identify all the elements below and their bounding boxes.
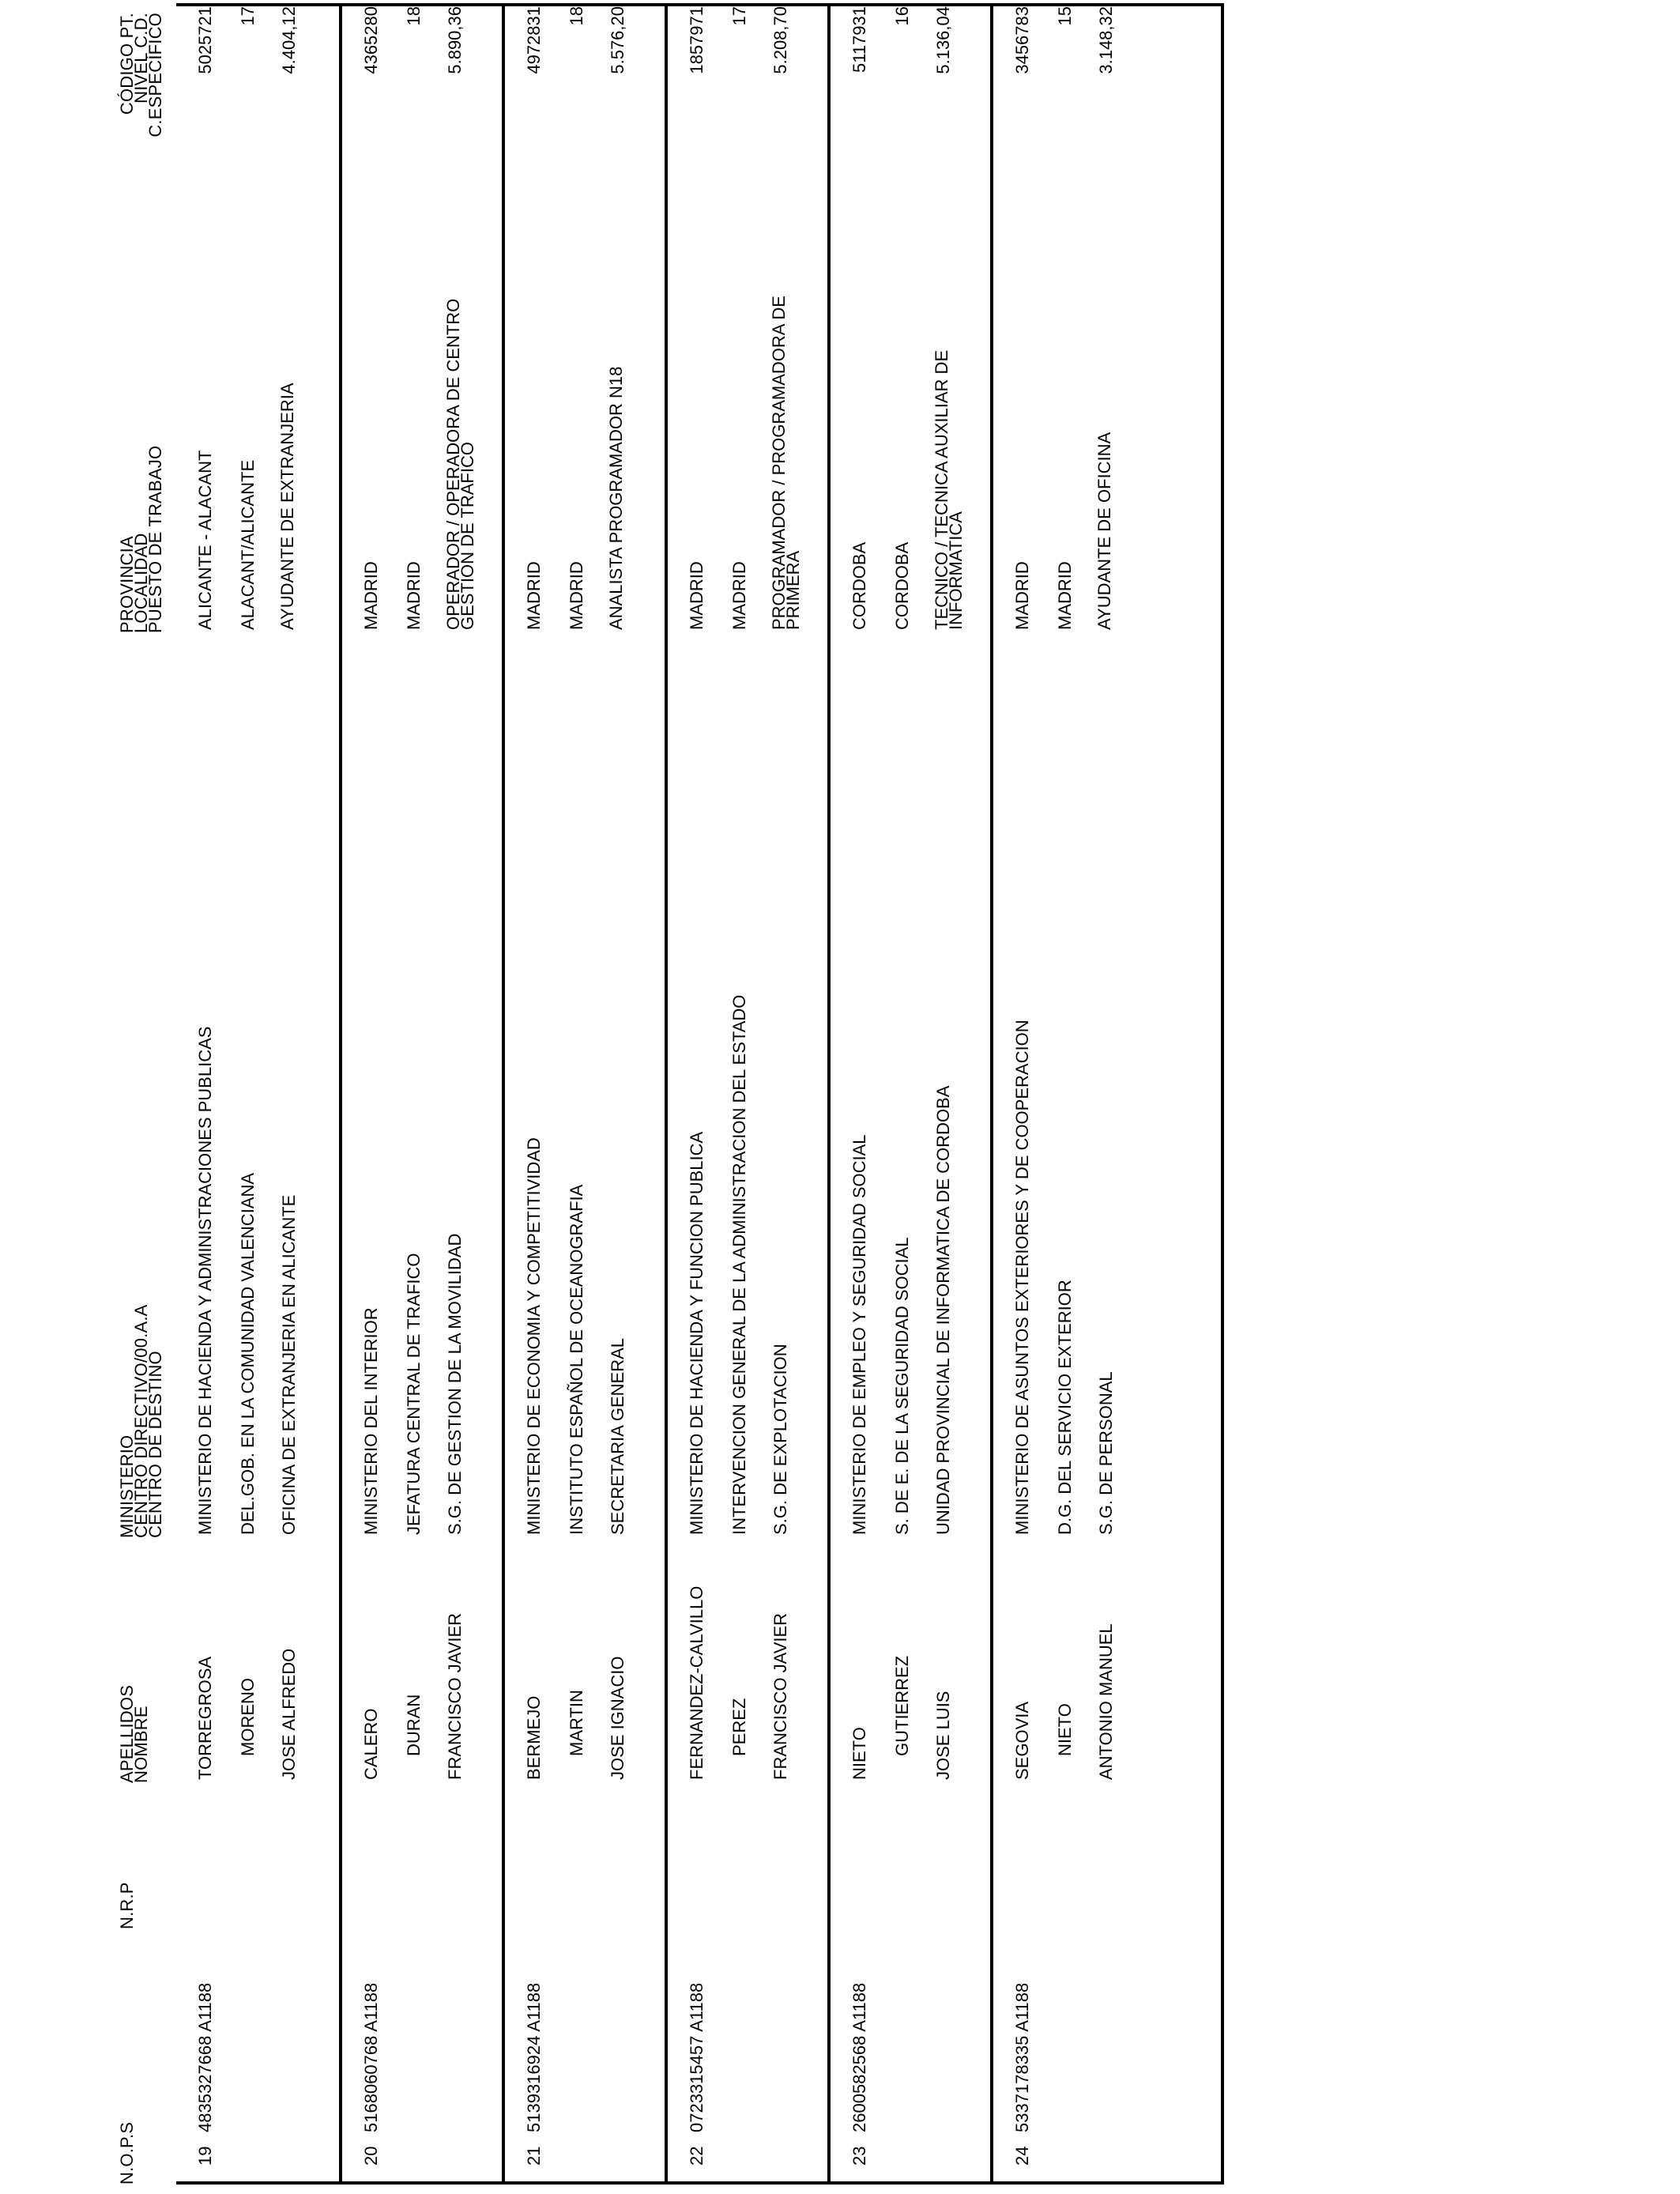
cell-localidad: MADRID — [729, 561, 749, 630]
cell-ministerio: MINISTERIO DE HACIENDA Y FUNCION PUBLICA — [687, 1131, 706, 1535]
cell-apellido2: MORENO — [238, 1678, 258, 1756]
cell-nrp: 5168060768 A1188 — [361, 1982, 381, 2132]
header-nombre-label: NOMBRE — [131, 1706, 151, 1783]
cell-centro-directivo: INTERVENCION GENERAL DE LA ADMINISTRACION DEL ESTADO — [729, 994, 749, 1535]
cell-nivel: 17 — [729, 6, 749, 26]
cell-especifico: 3.148,32 — [1096, 6, 1116, 74]
cell-nombre: FRANCISCO JAVIER — [770, 1612, 790, 1780]
cell-ministerio: MINISTERIO DEL INTERIOR — [361, 1307, 381, 1535]
cell-especifico: 5.136,04 — [933, 6, 953, 74]
cell-puesto: AYUDANTE DE EXTRANJERIA — [277, 383, 297, 630]
cell-centro-directivo: D.G. DEL SERVICIO EXTERIOR — [1055, 1280, 1075, 1535]
cell-ministerio: MINISTERIO DE ASUNTOS EXTERIORES Y DE COOPERACION — [1012, 1020, 1032, 1535]
cell-nops: 19 — [195, 2146, 215, 2166]
cell-centro-destino: S.G. DE PERSONAL — [1096, 1371, 1116, 1535]
cell-provincia: MADRID — [687, 561, 706, 630]
table-row — [665, 4, 831, 2181]
cell-nrp: 5139316924 A1188 — [524, 1982, 544, 2132]
cell-nivel: 18 — [567, 6, 586, 26]
cell-especifico: 4.404,12 — [279, 6, 299, 74]
cell-localidad: MADRID — [404, 561, 424, 630]
cell-codigo: 4972831 — [524, 6, 544, 74]
cell-puesto: PROGRAMADOR / PROGRAMADORA DE PRIMERA — [769, 296, 803, 630]
cell-especifico: 5.208,70 — [770, 6, 790, 74]
cell-puesto: OPERADOR / OPERADORA DE CENTRO GESTION DE TRAFICO — [443, 298, 477, 630]
header-centro-destino-label: CENTRO DE DESTINO — [145, 1351, 165, 1538]
cell-apellido1: TORREGROSA — [195, 1656, 215, 1780]
cell-apellido1: CALERO — [361, 1708, 381, 1780]
cell-centro-destino: S.G. DE EXPLOTACION — [770, 1344, 790, 1535]
cell-provincia: MADRID — [524, 561, 544, 630]
cell-apellido2: PEREZ — [729, 1698, 749, 1756]
cell-apellido2: GUTIERREZ — [892, 1655, 912, 1756]
cell-provincia: CORDOBA — [849, 541, 869, 630]
cell-nombre: JOSE LUIS — [933, 1691, 953, 1780]
cell-puesto: AYUDANTE DE OFICINA — [1094, 432, 1114, 630]
cell-especifico: 5.576,20 — [608, 6, 627, 74]
cell-nrp: 0723315457 A1188 — [687, 1982, 706, 2132]
cell-nops: 24 — [1012, 2146, 1032, 2166]
cell-codigo: 3456783 — [1012, 6, 1032, 74]
cell-nops: 20 — [361, 2146, 381, 2166]
cell-ministerio: MINISTERIO DE ECONOMIA Y COMPETITIVIDAD — [524, 1137, 544, 1535]
record-table — [176, 3, 1224, 2185]
cell-apellido2: MARTIN — [567, 1690, 586, 1756]
cell-apellido1: BERMEJO — [524, 1695, 544, 1780]
header-localidad-label: LOCALIDAD — [131, 533, 151, 633]
cell-apellido1: FERNANDEZ-CALVILLO — [687, 1585, 706, 1780]
cell-codigo: 5025721 — [195, 6, 215, 74]
header-nops-label: N.O.P.S — [117, 2121, 137, 2185]
cell-nombre: ANTONIO MANUEL — [1096, 1623, 1116, 1780]
header-apellidos — [117, 1684, 151, 1783]
cell-centro-destino: S.G. DE GESTION DE LA MOVILIDAD — [445, 1233, 465, 1535]
table-row — [339, 4, 505, 2181]
cell-provincia: MADRID — [1012, 561, 1032, 630]
table-row — [990, 4, 1156, 2181]
cell-nivel: 18 — [404, 6, 424, 26]
header-ministerio-label: MINISTERIO — [117, 1434, 137, 1538]
header-ministerio — [117, 1304, 165, 1538]
cell-localidad: ALACANT/ALICANTE — [238, 459, 258, 630]
cell-ministerio: MINISTERIO DE HACIENDA Y ADMINISTRACIONES PUBLICAS — [195, 1026, 215, 1535]
cell-puesto: TECNICO / TECNICA AUXILIAR DE INFORMATICA — [932, 349, 966, 630]
header-provincia — [117, 445, 165, 633]
cell-apellido1: SEGOVIA — [1012, 1701, 1032, 1780]
cell-provincia: ALICANTE - ALACANT — [195, 450, 215, 630]
cell-nivel: 16 — [892, 6, 912, 26]
cell-nombre: JOSE ALFREDO — [279, 1648, 299, 1780]
cell-localidad: CORDOBA — [892, 541, 912, 630]
header-nivel-label: NIVEL C.D. — [131, 13, 151, 104]
header-nrp — [117, 1882, 137, 1929]
cell-centro-directivo: JEFATURA CENTRAL DE TRAFICO — [404, 1253, 424, 1535]
cell-nops: 21 — [524, 2146, 544, 2166]
header-provincia-label: PROVINCIA — [117, 536, 137, 633]
header-especifico-label: C.ESPECÍFICO — [145, 13, 165, 138]
cell-provincia: MADRID — [361, 561, 381, 630]
cell-puesto: ANALISTA PROGRAMADOR N18 — [606, 366, 626, 630]
header-nrp-label: N.R.P — [117, 1882, 137, 1929]
header-puesto-label: PUESTO DE TRABAJO — [145, 445, 165, 633]
cell-nrp: 4835327668 A1188 — [195, 1982, 215, 2132]
cell-localidad: MADRID — [567, 561, 586, 630]
cell-centro-directivo: INSTITUTO ESPAÑOL DE OCEANOGRAFIA — [567, 1184, 586, 1535]
cell-apellido2: DURAN — [404, 1694, 424, 1756]
cell-nombre: FRANCISCO JAVIER — [445, 1612, 465, 1780]
cell-nrp: 5337178335 A1188 — [1012, 1982, 1032, 2132]
header-nops — [117, 2121, 137, 2185]
cell-nivel: 17 — [238, 6, 258, 26]
cell-codigo: 4365280 — [361, 6, 381, 74]
header-codigo — [117, 13, 165, 179]
cell-ministerio: MINISTERIO DE EMPLEO Y SEGURIDAD SOCIAL — [849, 1134, 869, 1535]
cell-localidad: MADRID — [1055, 561, 1075, 630]
cell-nops: 23 — [849, 2146, 869, 2166]
cell-codigo: 1857971 — [687, 6, 706, 74]
cell-nrp: 2600582568 A1188 — [849, 1982, 869, 2132]
cell-nombre: JOSE IGNACIO — [608, 1656, 627, 1780]
cell-especifico: 5.890,36 — [445, 6, 465, 74]
table-row — [176, 4, 339, 2181]
header-apellidos-label: APELLIDOS — [117, 1684, 137, 1783]
cell-apellido1: NIETO — [849, 1727, 869, 1780]
cell-codigo: 5117931 — [849, 6, 869, 74]
table-row — [502, 4, 668, 2181]
cell-centro-directivo: DEL.GOB. EN LA COMUNIDAD VALENCIANA — [238, 1172, 258, 1535]
header-codigo-label: CÓDIGO PT. — [117, 13, 137, 115]
table-row — [827, 4, 993, 2181]
cell-apellido2: NIETO — [1055, 1703, 1075, 1756]
header-centro-directivo-label: CENTRO DIRECTIVO/00.A.A — [131, 1304, 151, 1538]
cell-nivel: 15 — [1055, 6, 1075, 26]
cell-centro-destino: UNIDAD PROVINCIAL DE INFORMATICA DE CORDOBA — [933, 1085, 953, 1535]
cell-nops: 22 — [687, 2146, 706, 2166]
cell-centro-destino: SECRETARIA GENERAL — [608, 1338, 627, 1535]
cell-centro-directivo: S. DE E. DE LA SEGURIDAD SOCIAL — [892, 1237, 912, 1535]
cell-centro-destino: OFICINA DE EXTRANJERIA EN ALICANTE — [279, 1194, 299, 1535]
